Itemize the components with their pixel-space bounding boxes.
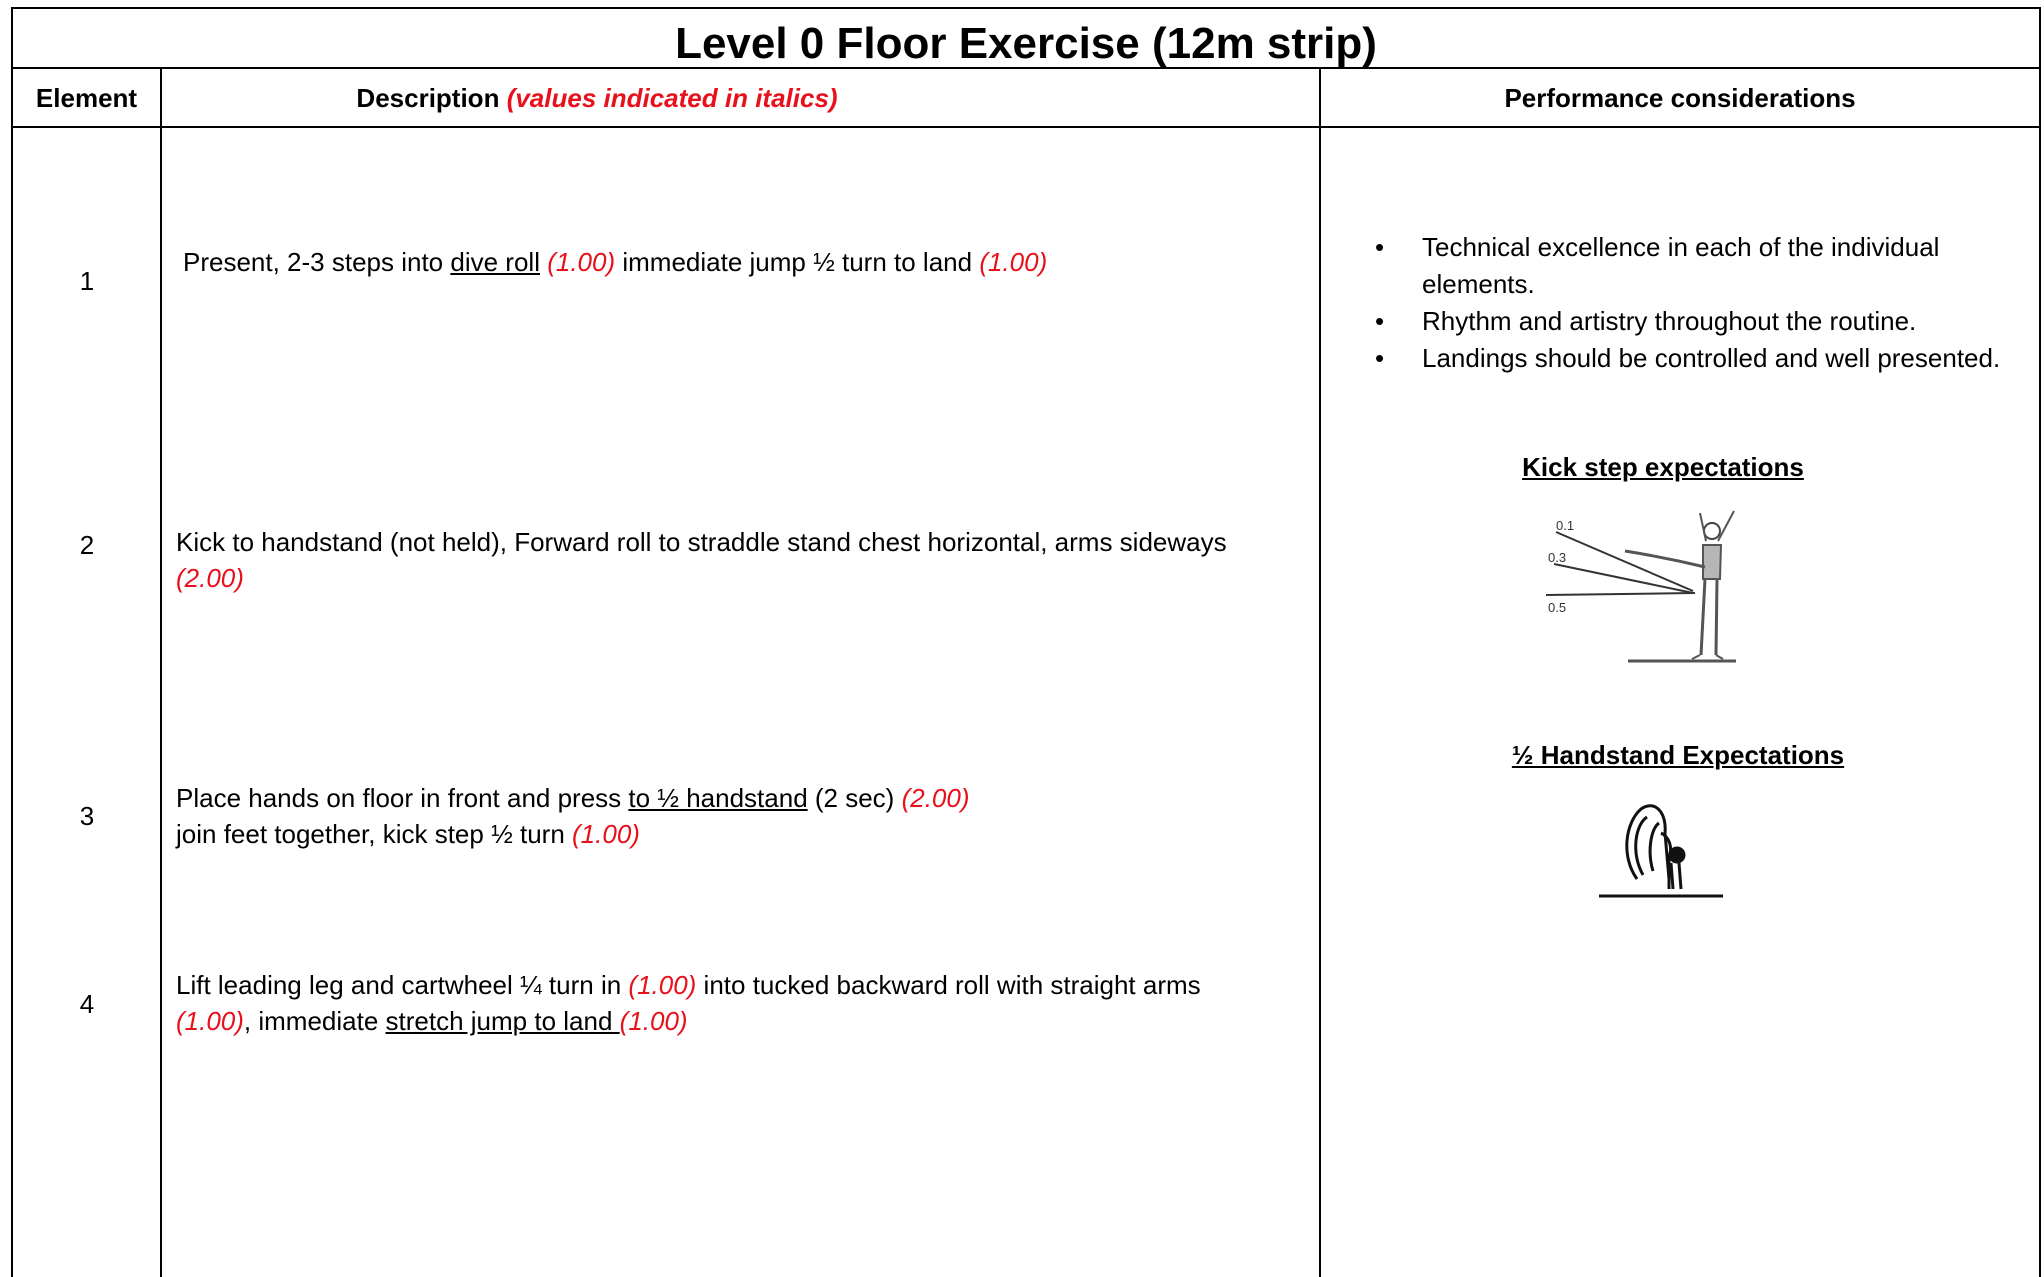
description-line (176, 816, 1306, 852)
description-text: Kick to handstand (not held), Forward roll to straddle stand chest horizontal, arms sideways (176, 527, 1227, 557)
bullet-icon: • (1375, 306, 1385, 336)
performance-item-2: • Rhythm and artistry throughout the routine. (1362, 303, 2032, 340)
description-text: , immediate (243, 1006, 386, 1036)
half-handstand-figure (1595, 793, 1735, 903)
description-line (176, 780, 1306, 816)
value-score: (2.00) (176, 563, 244, 593)
kick-step-diagram (1540, 505, 1750, 665)
element-number-3: 3 (79, 801, 95, 831)
element-description-3 (176, 780, 1306, 852)
column-header-description (162, 68, 1032, 128)
table-border-right (2039, 7, 2041, 1277)
performance-item-3: • Landings should be controlled and well presented. (1362, 340, 2032, 377)
element-number-1: 1 (79, 266, 95, 296)
value-score: (1.00) (176, 1006, 244, 1036)
description-line (176, 1003, 1306, 1039)
description-text: Place hands on floor in front and press (176, 783, 629, 813)
performance-list (1362, 229, 2032, 377)
element-number-4: 4 (79, 989, 95, 1019)
description-text: Lift leading leg and cartwheel ¼ turn in (176, 970, 629, 1000)
skill-underlined: dive roll (450, 247, 540, 277)
bullet-icon: • (1375, 343, 1385, 373)
column-divider-2 (1319, 67, 1321, 1277)
skill-underlined: stretch jump to land (385, 1006, 620, 1036)
description-text: into tucked backward roll with straight arms (696, 970, 1201, 1000)
page-title: Level 0 Floor Exercise (12m strip) (675, 19, 1377, 68)
description-text: join feet together, kick step ½ turn (176, 819, 573, 849)
description-text: (2 sec) (807, 783, 902, 813)
description-text: Present, 2-3 steps into (183, 247, 451, 277)
column-header-element: Element (35, 83, 138, 113)
kick-label-0-3: 0.3 (1548, 550, 1567, 565)
description-line (176, 524, 1306, 560)
element-description-2 (176, 524, 1306, 596)
value-score: (1.00) (547, 247, 616, 277)
description-line (183, 244, 1313, 280)
kick-step-heading: Kick step expectations (1522, 452, 1804, 482)
performance-item-1: • Technical excellence in each of the individual elements. (1362, 229, 2032, 303)
bullet-icon: • (1375, 232, 1385, 262)
element-description-1 (183, 244, 1313, 280)
half-handstand-heading: ½ Handstand Expectations (1511, 740, 1845, 770)
column-header-performance: Performance considerations (1504, 83, 1856, 113)
value-score: (1.00) (619, 1006, 688, 1036)
element-number-2: 2 (79, 530, 95, 560)
kick-label-0-1: 0.1 (1556, 518, 1575, 533)
description-label: Description (356, 83, 500, 113)
value-score: (1.00) (979, 247, 1048, 277)
element-description-4 (176, 967, 1306, 1039)
description-note: (values indicated in italics) (506, 83, 838, 113)
table-border-top (11, 7, 2041, 9)
column-divider-1 (160, 67, 162, 1277)
value-score: (2.00) (901, 783, 970, 813)
value-score: (1.00) (628, 970, 697, 1000)
description-text: immediate jump ½ turn to land (615, 247, 980, 277)
value-score: (1.00) (572, 819, 640, 849)
half-handstand-diagram (1595, 793, 1735, 903)
kick-label-0-5: 0.5 (1548, 600, 1567, 615)
kick-step-figure (1540, 505, 1750, 665)
description-line (176, 560, 1306, 596)
table-border-left (11, 7, 13, 1277)
description-line (176, 967, 1306, 1003)
skill-underlined: to ½ handstand (628, 783, 808, 813)
